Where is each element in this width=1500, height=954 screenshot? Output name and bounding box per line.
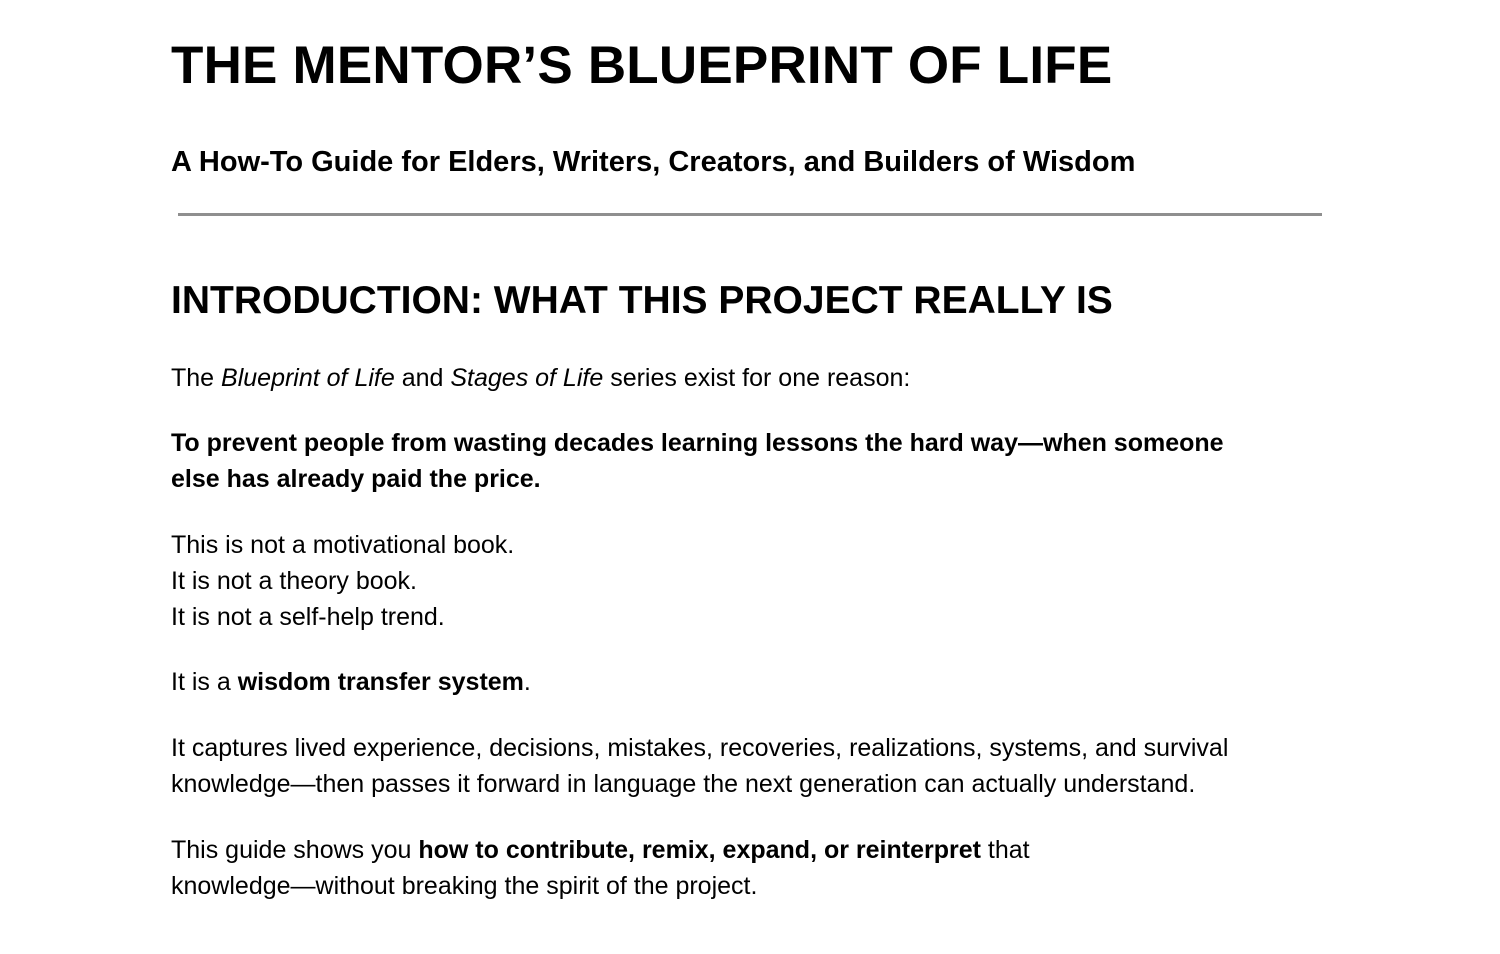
definition-paragraph [171, 664, 1331, 700]
paragraph-line: This is not a motivational book. [171, 531, 515, 559]
paragraph-line: To prevent people from wasting decades learning lessons the hard way—when someone [171, 429, 1224, 457]
paragraph-line [171, 832, 1331, 868]
paragraph-line: knowledge—then passes it forward in language the next generation can actually understand. [171, 770, 1196, 798]
guide-purpose-paragraph [171, 832, 1331, 904]
text-run: This guide shows you [171, 836, 419, 864]
text-run: series exist for one reason: [603, 364, 911, 392]
paragraph-line: else has already paid the price. [171, 465, 541, 493]
paragraph-line: knowledge—without breaking the spirit of the project. [171, 872, 758, 900]
text-run: . [523, 668, 531, 696]
italic-title-blueprint: Blueprint of Life [221, 364, 395, 392]
purpose-statement [171, 425, 1331, 497]
bold-phrase: how to contribute, remix, expand, or reinterpret [418, 836, 981, 864]
intro-paragraph [171, 360, 1331, 396]
paragraph-line [171, 360, 1331, 396]
paragraph-line [171, 664, 1331, 700]
paragraph-line: It captures lived experience, decisions, mistakes, recoveries, realizations, systems, and survival [171, 734, 1229, 762]
document-subtitle: A How-To Guide for Elders, Writers, Creators, and Builders of Wisdom [171, 146, 1136, 178]
paragraph-line: It is not a theory book. [171, 567, 417, 595]
italic-title-stages: Stages of Life [450, 364, 604, 392]
text-run: and [394, 364, 451, 392]
horizontal-divider [178, 213, 1322, 216]
text-run: It is a [171, 668, 238, 696]
bold-phrase: wisdom transfer system [237, 668, 524, 696]
description-paragraph [171, 730, 1331, 802]
section-heading: INTRODUCTION: WHAT THIS PROJECT REALLY IS [171, 279, 1113, 322]
text-run: The [171, 364, 222, 392]
document-title: THE MENTOR’S BLUEPRINT OF LIFE [171, 36, 1113, 95]
not-list-paragraph [171, 527, 1331, 635]
text-run: that [980, 836, 1030, 864]
paragraph-line: It is not a self-help trend. [171, 603, 445, 631]
